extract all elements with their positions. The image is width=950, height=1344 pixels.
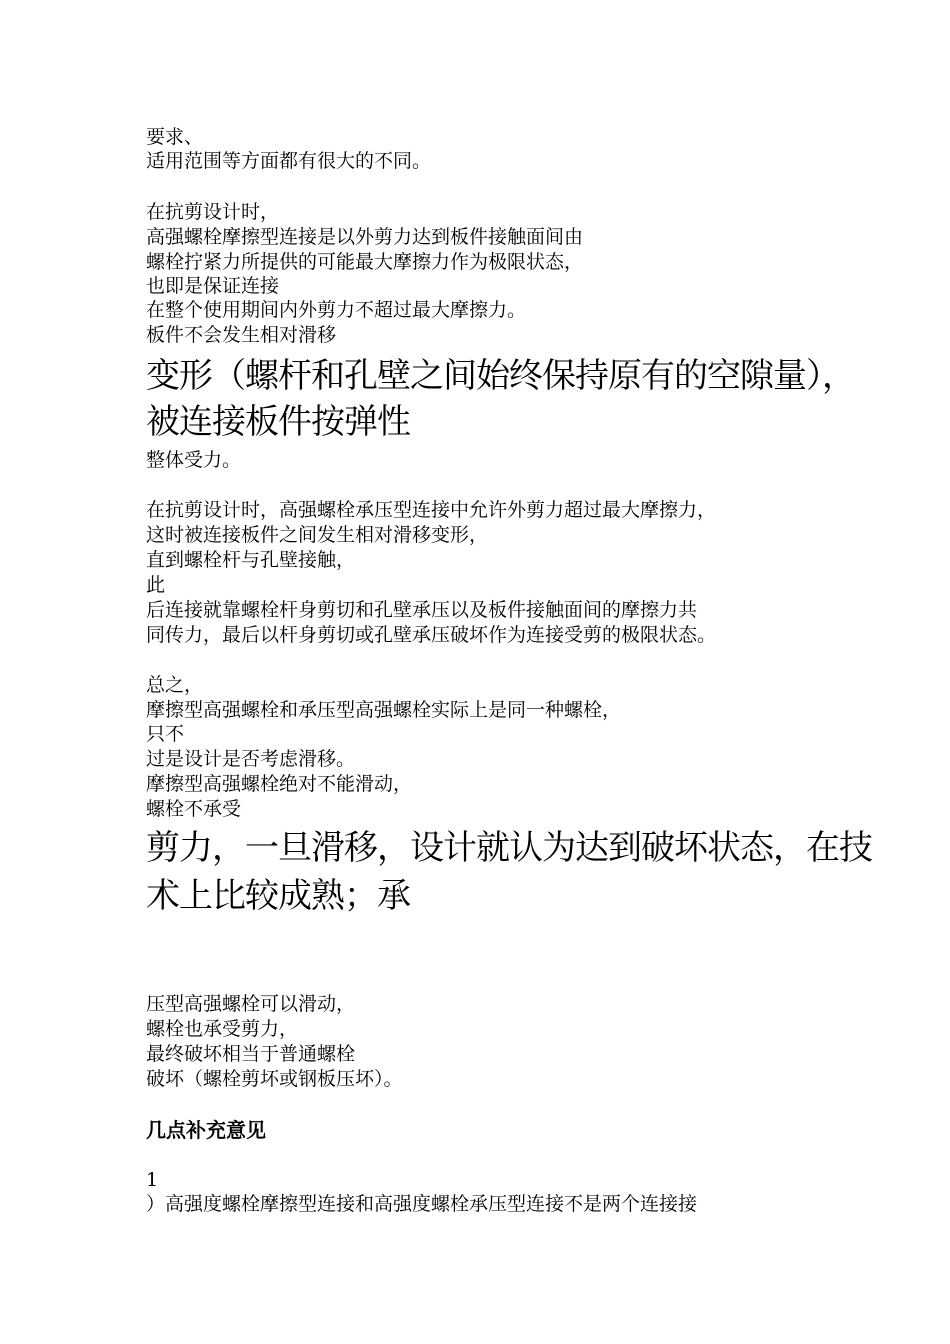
text-line: 在抗剪设计时，高强螺栓承压型连接中允许外剪力超过最大摩擦力， [146, 499, 717, 521]
text-line: 只不 [146, 723, 185, 745]
text-line: 适用范围等方面都有很大的不同。 [146, 150, 432, 172]
text-line: 这时被连接板件之间发生相对滑移变形， [146, 524, 489, 546]
text-line: 过是设计是否考虑滑移。 [146, 748, 356, 770]
text-line: 高强螺栓摩擦型连接是以外剪力达到板件接触面间由 [146, 226, 584, 248]
text-line: 摩擦型高强螺栓绝对不能滑动， [146, 773, 413, 795]
text-line: 在整个使用期间内外剪力不超过最大摩擦力。 [146, 299, 527, 321]
text-line: 后连接就靠螺栓杆身剪切和孔壁承压以及板件接触面间的摩擦力共 [146, 599, 698, 621]
text-line: 螺栓拧紧力所提供的可能最大摩擦力作为极限状态， [146, 251, 584, 273]
large-text-line: 被连接板件按弹性 [146, 402, 410, 442]
text-line: 摩擦型高强螺栓和承压型高强螺栓实际上是同一种螺栓， [146, 699, 622, 721]
text-line: 直到螺栓杆与孔壁接触， [146, 549, 356, 571]
text-line: 在抗剪设计时， [146, 201, 280, 223]
text-line: 压型高强螺栓可以滑动， [146, 993, 356, 1015]
section-heading: 几点补充意见 [146, 1118, 266, 1142]
list-item-number: 1 [146, 1169, 159, 1191]
text-line: 整体受力。 [146, 449, 242, 471]
large-text-line: 术上比较成熟；承 [146, 876, 410, 916]
large-text-line: 剪力，一旦滑移，设计就认为达到破坏状态，在技 [146, 828, 872, 868]
text-line: 要求、 [146, 126, 204, 148]
text-line: 也即是保证连接 [146, 275, 280, 297]
text-line: 破坏（螺栓剪坏或钢板压坏）。 [146, 1068, 403, 1090]
text-line: 螺栓也承受剪力， [146, 1018, 299, 1040]
text-line: 总之， [146, 674, 204, 696]
text-line: 同传力，最后以杆身剪切或孔壁承压破坏作为连接受剪的极限状态。 [146, 624, 717, 646]
large-text-line: 变形（螺杆和孔壁之间始终保持原有的空隙量）， [146, 356, 855, 396]
text-line: 最终破坏相当于普通螺栓 [146, 1043, 356, 1065]
text-line: 螺栓不承受 [146, 798, 242, 820]
list-item-text: ）高强度螺栓摩擦型连接和高强度螺栓承压型连接不是两个连接接 [146, 1193, 698, 1215]
text-line: 此 [146, 574, 166, 596]
text-line: 板件不会发生相对滑移 [146, 324, 337, 346]
